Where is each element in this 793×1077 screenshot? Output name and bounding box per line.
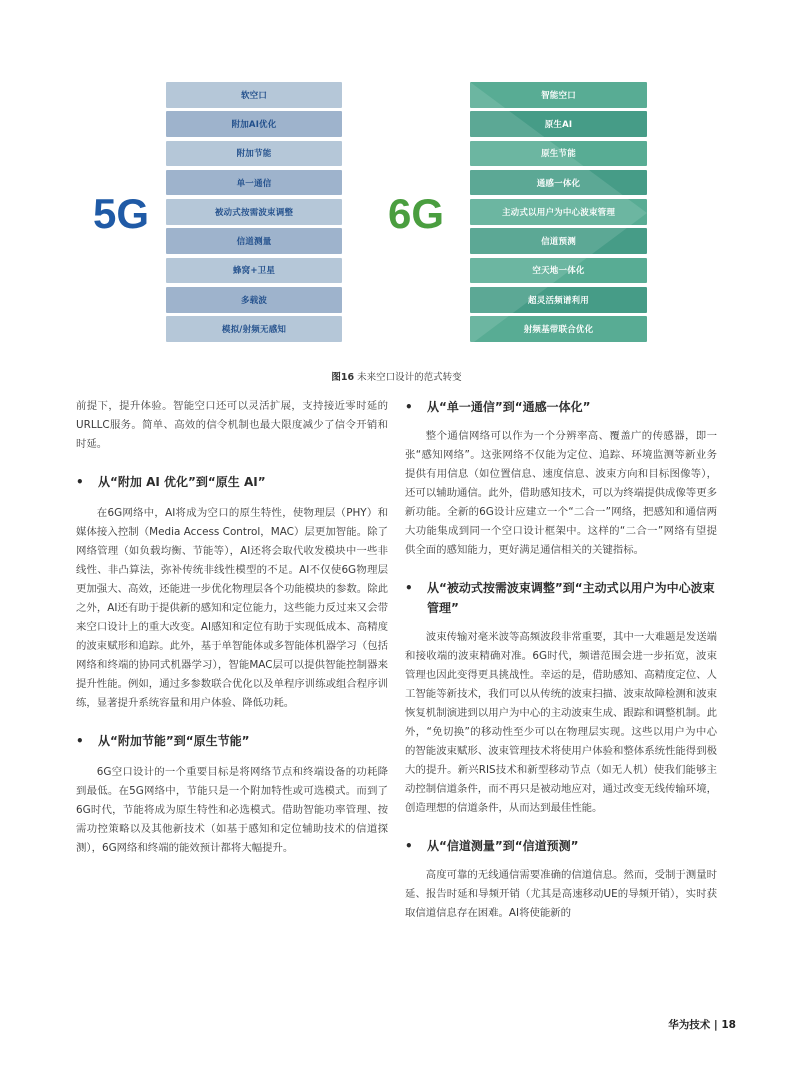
paragraph: 高度可靠的无线通信需要准确的信道信息。然而，受制于测量时延、报告时延和导频开销（尤其是高速移动UE的导频开销），实时获取信道信息存在困难。AI将使能新的 bbox=[405, 869, 717, 919]
caption-number: 图16 bbox=[331, 372, 355, 383]
row-6g: 通感一体化 bbox=[470, 170, 647, 196]
section-heading bbox=[405, 836, 717, 856]
row-6g: 主动式以用户为中心波束管理 bbox=[470, 199, 647, 225]
row-5g: 多载波 bbox=[166, 287, 342, 313]
row-6g: 射频基带联合优化 bbox=[470, 316, 647, 342]
row-5g: 单一通信 bbox=[166, 170, 342, 196]
bullet-icon: • bbox=[405, 400, 413, 414]
row-5g: 信道测量 bbox=[166, 228, 342, 254]
row-5g: 被动式按需波束调整 bbox=[166, 199, 342, 225]
row-6g: 空天地一体化 bbox=[470, 258, 647, 284]
heading-text: 从“信道测量”到“信道预测” bbox=[427, 839, 579, 853]
paragraph: 6G空口设计的一个重要目标是将网络节点和终端设备的功耗降到最低。在5G网络中，节能只是一个附加特性或可选模式。而到了6G时代，节能将成为原生特性和必选模式。借助智能功率管理、按需功控策略以及其他新技术（如基于感知和定位辅助技术的信道探测），6G网络和终端的能效预计都将大幅提升。 bbox=[76, 766, 388, 854]
bullet-icon: • bbox=[405, 581, 413, 595]
figure-caption bbox=[0, 369, 793, 383]
row-6g: 信道预测 bbox=[470, 228, 647, 254]
right-column bbox=[405, 397, 717, 923]
caption-text: 未来空口设计的范式转变 bbox=[357, 372, 462, 383]
section-heading bbox=[76, 472, 388, 492]
paragraph: 在6G网络中，AI将成为空口的原生特性，使物理层（PHY）和媒体接入控制（Media Access Control，MAC）层更加智能。除了网络管理（如负载均衡、节能等），AI还将会取代收发模块中一些非线性、非凸算法，弥补传统非线性模型的不足。AI不仅使6G物理层更加强大、高效，还能进一步优化物理层各个功能模块的参数。除此之外，AI还有助于提供新的感知和定位能力，这些能力反过来又会带来空口设计上的重大改变。AI感知和定位有助于实现低成本、高精度的波束赋形和追踪。此外，基于单智能体或多智能体机器学习（包括网络和终端的协同式机器学习），智能MAC层可以提供智能控制器来提升性能。例如，通过多参数联合优化以及单程序训练或组合程序训练，显著提升系统容量和用户体验、降低功耗。 bbox=[76, 507, 388, 709]
label-5g: 5G bbox=[93, 190, 150, 237]
column-5g bbox=[166, 82, 342, 346]
row-6g: 原生节能 bbox=[470, 141, 647, 167]
page-footer: 华为技术 | 18 bbox=[668, 1019, 736, 1031]
label-6g: 6G bbox=[388, 190, 445, 237]
row-5g: 蜂窝+卫星 bbox=[166, 258, 342, 284]
heading-text: 从“附加 AI 优化”到“原生 AI” bbox=[98, 475, 266, 489]
bullet-icon: • bbox=[76, 475, 84, 489]
bullet-icon: • bbox=[76, 734, 84, 748]
paragraph: 前提下，提升体验。智能空口还可以灵活扩展，支持接近零时延的URLLC服务。简单、高效的信令机制也最大限度减少了信令开销和时延。 bbox=[76, 400, 388, 450]
row-6g: 超灵活频谱利用 bbox=[470, 287, 647, 313]
bullet-icon: • bbox=[405, 839, 413, 853]
paragraph: 整个通信网络可以作为一个分辨率高、覆盖广的传感器，即一张“感知网络”。这张网络不仅能为定位、追踪、环境监测等新业务提供有用信息（如位置信息、速度信息、波束方向和目标图像等），还可以辅助通信。此外，借助感知技术，可以为终端提供成像等更多新功能。全新的6G设计应建立一个“二合一”网络，把感知和通信两大功能集成到同一个空口设计框架中。这样的“二合一”网络有望提供全面的感知能力，更好满足通信相关的关键指标。 bbox=[405, 430, 717, 556]
paragraph: 波束传输对毫米波等高频波段非常重要，其中一大难题是发送端和接收端的波束精确对准。6G时代，频谱范围会进一步拓宽，波束管理也因此变得更具挑战性。幸运的是，借助感知、高精度定位、人工智能等新技术，我们可以从传统的波束扫描、波束故障检测和波束恢复机制演进到以用户为中心的主动波束生成、跟踪和调整机制。此外，“免切换”的移动性至少可以在物理层实现。这些以用户为中心的智能波束赋形、波束管理技术将使用户体验和整体系统性能得到极大的提升。新兴RIS技术和新型移动节点（如无人机）使我们能够主动控制信道条件，而不再只是被动地应对，通过改变无线传输环境，创造理想的信道条件，从而达到最佳性能。 bbox=[405, 631, 717, 814]
row-6g: 智能空口 bbox=[470, 82, 647, 108]
row-6g: 原生AI bbox=[470, 111, 647, 137]
row-5g: 模拟/射频无感知 bbox=[166, 316, 342, 342]
section-heading bbox=[405, 397, 717, 417]
section-heading bbox=[76, 731, 388, 751]
row-5g: 附加节能 bbox=[166, 141, 342, 167]
row-5g: 附加AI优化 bbox=[166, 111, 342, 137]
arrow-overlay-6g bbox=[470, 82, 647, 345]
figure-paradigm-shift bbox=[0, 0, 793, 385]
heading-text: 从“被动式按需波束调整”到“主动式以用户为中心波束管理” bbox=[427, 581, 715, 615]
row-5g: 软空口 bbox=[166, 82, 342, 108]
heading-text: 从“单一通信”到“通感一体化” bbox=[427, 400, 591, 414]
heading-text: 从“附加节能”到“原生节能” bbox=[98, 734, 250, 748]
left-column bbox=[76, 397, 388, 858]
section-heading bbox=[405, 578, 717, 618]
